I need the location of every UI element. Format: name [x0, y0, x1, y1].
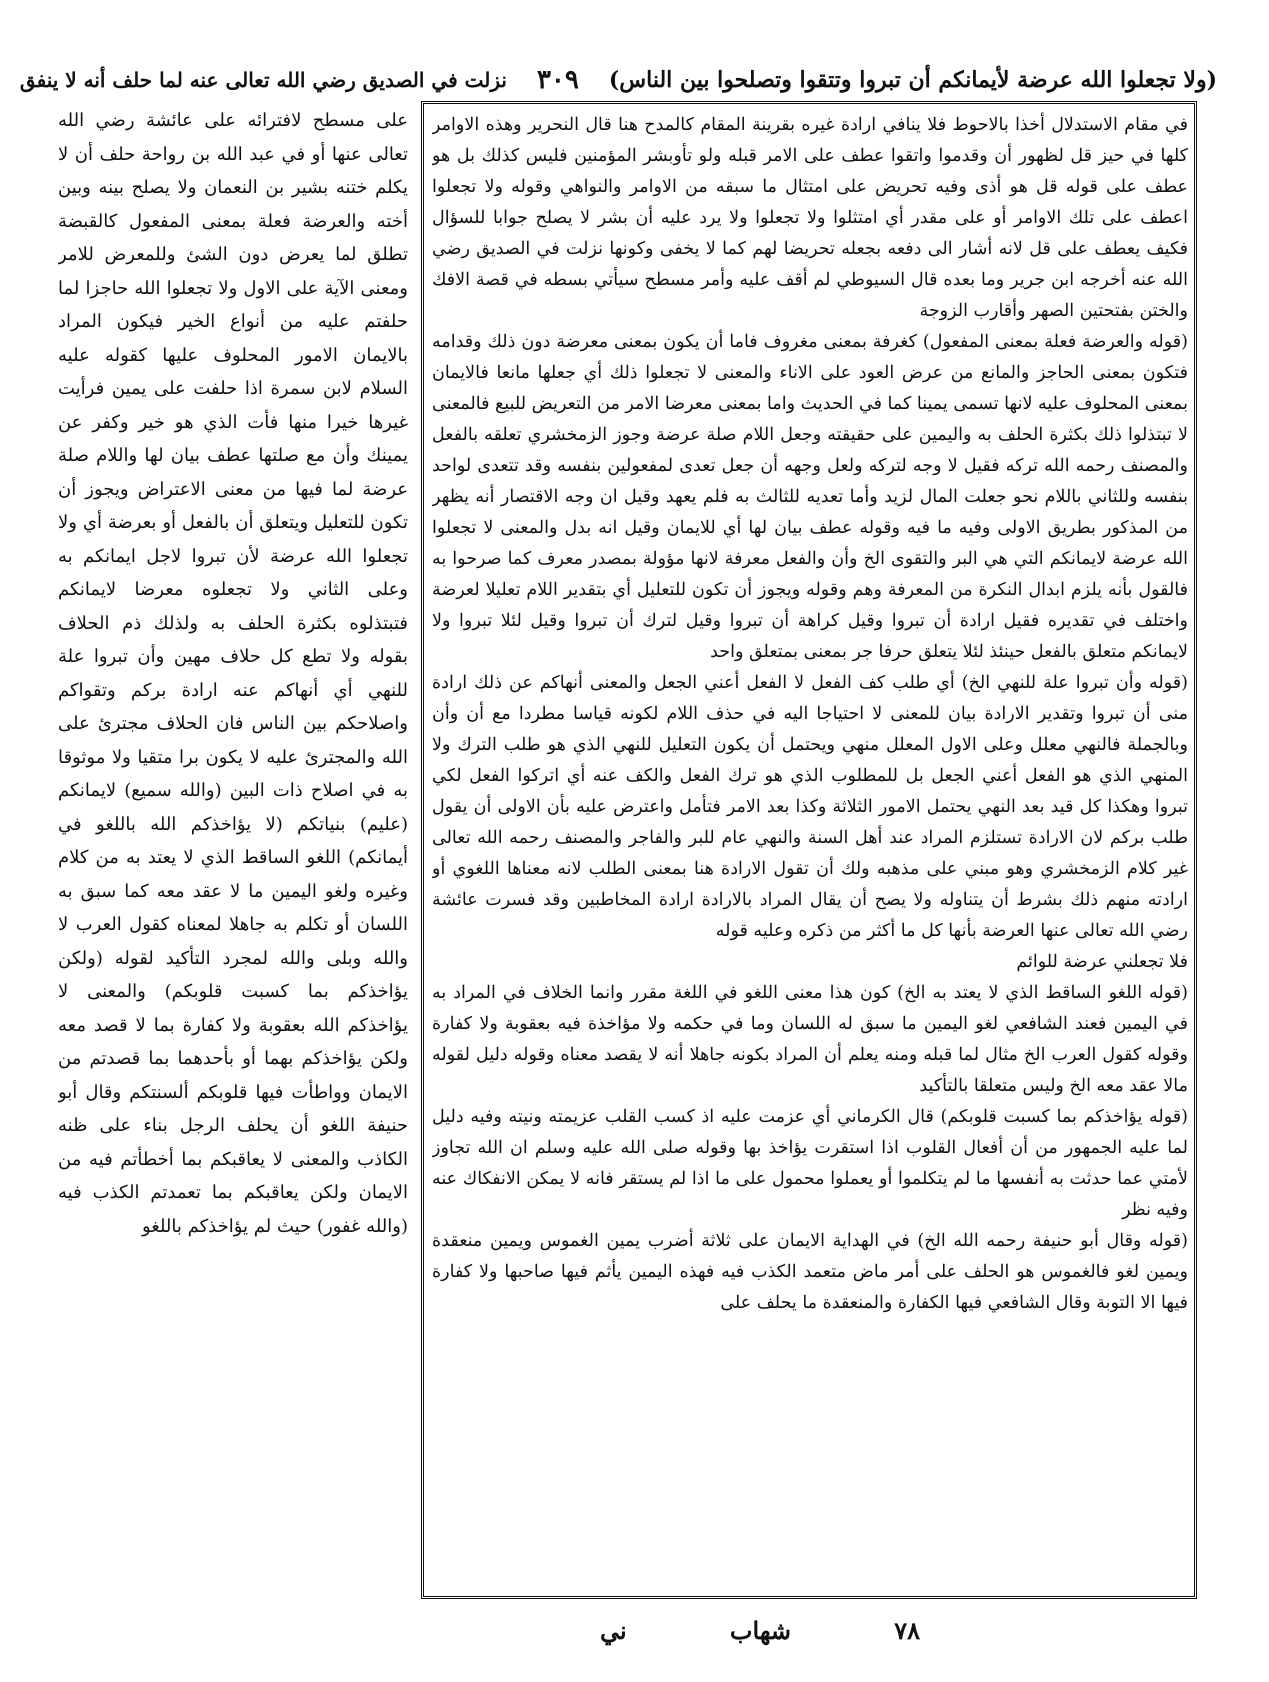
tafsir-text: على مسطح لافترائه على عائشة رضي الله تعالى عنها أو في عبد الله بن رواحة حلف أن لا يكلم ختنه بشير بن النعمان ولا يصلح بينه وبين أخته والعرضة فعلة بمعنى المفعول كالقبضة تطلق لما يعرض دون الشئ وللمعرض للامر ومعنى الآية على الاول ولا تجعلوا الله حاجزا لما حلفتم عليه من أنواع الخير فيكون المراد بالايمان الامور المحلوف عليها كقوله عليه السلام لابن سمرة اذا حلفت على يمين فرأيت غيرها خيرا منها فأت الذي هو خير وكفر عن يمينك وأن مع صلتها عطف بيان لها واللام صلة عرضة لما فيها من معنى الاعتراض ويجوز أن تكون للتعليل ويتعلق أن بالفعل أو بعرضة أي ولا تجعلوا الله عرضة لأن تبروا لاجل ايمانكم به وعلى الثاني ولا تجعلوه معرضا لايمانكم فتبتذلوه بكثرة الحلف به ولذلك ذم الحلاف بقوله ولا تطع كل حلاف مهين وأن تبروا علة للنهي أي أنهاكم عنه ارادة بركم وتقواكم واصلاحكم بين الناس فان الحلاف مجترئ على الله والمجترئ عليه لا يكون برا متقيا ولا موثوقا به في اصلاح ذات البين (والله سميع) لايمانكم (عليم) بنياتكم (لا يؤاخذكم الله باللغو في أيمانكم) اللغو الساقط الذي لا يعتد به من كلام وغيره ولغو اليمين ما لا عقد معه كما سبق به اللسان أو تكلم به جاهلا لمعناه كقول العرب لا والله وبلى والله لمجرد التأكيد لقوله (ولكن يؤاخذكم بما كسبت قلوبكم) والمعنى لا يؤاخذكم الله بعقوبة ولا كفارة بما لا قصد معه ولكن يؤاخذكم بهما أو بأحدهما بما قصدتم من الايمان وواطأت فيها قلوبكم ألسنتكم وقال أبو حنيفة اللغو أن يحلف الرجل بناء على ظنه الكاذب والمعنى لا يعاقبكم بما أخطأتم فيه من الايمان ولكن يعاقبكم بما تعمدتم الكذب فيه (والله غفور) حيث لم يؤاخذكم باللغو	[58, 110, 408, 1237]
commentary-paragraph: (قوله وقال أبو حنيفة رحمه الله الخ) في الهداية الايمان على ثلاثة أضرب يمين الغموس ويمين منعقدة ويمين لغو فالغموس هو الحلف على أمر ماض متعمد الكذب فيه فهذه اليمين يأثم فيها صاحبها ولا كفارة فيها الا التوبة وقال الشافعي فيها الكفارة والمنعقدة ما يحلف على	[432, 1231, 1188, 1313]
commentary-paragraph: (قوله يؤاخذكم بما كسبت قلوبكم) قال الكرماني أي عزمت عليه اذ كسب القلب عزيمته ونيته وفيه دليل لما عليه الجمهور من أن أفعال القلوب اذا استقرت يؤاخذ بها وقوله صلى الله عليه وسلم ان الله تجاوز لأمتي عما حدثت به أنفسها ما لم يتكلموا أو يعملوا محمول على ما اذا لم يستقر فانه لا يمكن الانفكاك عنه وفيه نظر	[432, 1107, 1188, 1220]
commentary-column	[432, 110, 1188, 1590]
footer-number: ٧٨	[894, 1615, 920, 1645]
commentary-paragraph: (قوله والعرضة فعلة بمعنى المفعول) كغرفة بمعنى مغروف فاما أن يكون بمعنى معرضة دون ذلك وقدامه فتكون بمعنى الحاجز والمانع من عرض العود على الاناء والمعنى لا تجعلوا ذلك أي جعلها مانعا فالايمان بمعنى المحلوف عليه لانها تسمى يمينا كما في الحديث واما بمعنى معرضا الامر من التعريض للبيع فالمعنى لا تبتذلوا ذلك بكثرة الحلف به واليمين على حقيقته وجعل اللام صلة عرضة وجوز الزمخشري تعلقه بالفعل والمصنف رحمه الله تركه فقيل لا وجه لتركه ولعل وجهه أن جعل تعدى لمفعولين بنفسه وقد تتعدى لواحد بنفسه وللثاني باللام نحو جعلت المال لزيد وأما تعديه للثالث به فلم يعهد وقيل ان وجه الاقتصار أنه يظهر من المذكور بطريق الاولى وفيه ما فيه وقوله عطف بيان لها أي للايمان وقيل انه بدل والمعنى لا تجعلوا الله عرضة لايمانكم التي هي البر والتقوى الخ وأن والفعل معرفة لانها مؤولة بمصدر معرف كما صرحوا به فالقول بأنه يلزم ابدال النكرة من المعرفة وهم وقوله ويجوز أن تكون للتعليل أي بتقدير اللام تعليلا لعرضة واختلف في تقديره فقيل ارادة أن تبروا وقيل كراهة أن تبروا وقيل لترك أن تبروا وقيل لئلا تبروا ولا لايمانكم متعلق بالفعل حينئذ لئلا يتعلق حرفا جر بمعنى بمتعلق واحد	[432, 332, 1188, 662]
header-verse-title: (ولا تجعلوا الله عرضة لأيمانكم أن تبروا وتتقوا وتصلحوا بين الناس)	[608, 67, 1217, 93]
footer-sub: ني	[600, 1615, 627, 1645]
page-header	[19, 58, 1217, 102]
tafsir-margin-column	[58, 104, 408, 1599]
page-footer	[600, 1612, 920, 1648]
commentary-paragraph: (قوله وأن تبروا علة للنهي الخ) أي طلب كف الفعل لا الفعل أعني الجعل والمعنى أنهاكم عن ذلك ارادة منى أن تبروا وتقدير الارادة بيان للمعنى لا احتياجا اليه في حذف اللام لكونه قياسا مطردا مع أن وأن وبالجملة فالنهي معلل وعلى الاول المعلل منهي ويحتمل أن يكون التعليل للنهي الذي هو طلب الترك ولا المنهي الذي هو الفعل أعني الجعل بل للمطلوب الذي هو ترك الفعل والكف عنه أي اتركوا الفعل لكي تبروا وهكذا كل قيد بعد النهي يحتمل الامور الثلاثة وكذا بعد الامر فتأمل واعترض عليه بأن الاولى أن يقول طلب بركم لان الارادة تستلزم المراد عند أهل السنة والنهي عام للبر والفاجر والمصنف رحمه الله تعالى غير كلام الزمخشري وهو مبني على مذهبه ولك أن تقول الارادة هنا بمعنى الطلب لانه معناها اللغوي أو ارادته منهم ذلك بشرط أن يتناوله ولا يصح أن يقال المراد بالارادة ارادة المخاطبين وقد فسرت عائشة رضي الله تعالى عنها العرضة بأنها كل ما أكثر من ذكره وعليه قوله	[432, 673, 1188, 941]
page-number: ٣٠٩	[536, 65, 579, 95]
commentary-paragraph: في مقام الاستدلال أخذا بالاحوط فلا ينافي ارادة غيره بقرينة المقام كالمدح هنا قال النحرير وهذه الاوامر كلها في حيز قل لظهور أن وقدموا واتقوا عطف على الامر قبله ولو تأوبشر المؤمنين فليس كذلك بل هو عطف على قوله قل هو أذى وفيه تحريض على امتثال ما سبقه من الاوامر والنواهي وقوله ولا تجعلوا اعطف على تلك الاوامر أو على مقدر أي امتثلوا ولا تجعلوا ولا يرد عليه أن بشر لا يصلح جوابا للسؤال فكيف يعطف على قل لانه أشار الى دفعه بجعله تحريضا لهم كما لا يخفى وكونها نزلت في الصديق رضي الله عنه أخرجه ابن جرير وما بعده قال السيوطي لم أقف عليه وأمر مسطح سيأتي بسطه في قصة الافك والختن بفتحتين الصهر وأقارب الزوجة	[432, 115, 1188, 321]
commentary-verse-quote: فلا تجعلني عرضة للوائم	[1016, 952, 1188, 972]
footer-label: شهاب	[729, 1615, 791, 1645]
commentary-paragraph: (قوله اللغو الساقط الذي لا يعتد به الخ) كون هذا معنى اللغو في اللغة مقرر وانما الخلاف في المراد به في اليمين فعند الشافعي لغو اليمين ما سبق له اللسان وما في حكمه ولا مؤاخذة فيه بعقوبة ولا كفارة وقوله كقول العرب الخ مثال لما قبله ومنه يعلم أن المراد بكونه جاهلا أنه لا يقصد معناه وقوله دليل لقوله مالا عقد معه الخ وليس متعلقا بالتأكيد	[432, 983, 1188, 1096]
header-margin-title: نزلت في الصديق رضي الله تعالى عنه لما حلف أنه لا ينفق	[19, 68, 507, 92]
